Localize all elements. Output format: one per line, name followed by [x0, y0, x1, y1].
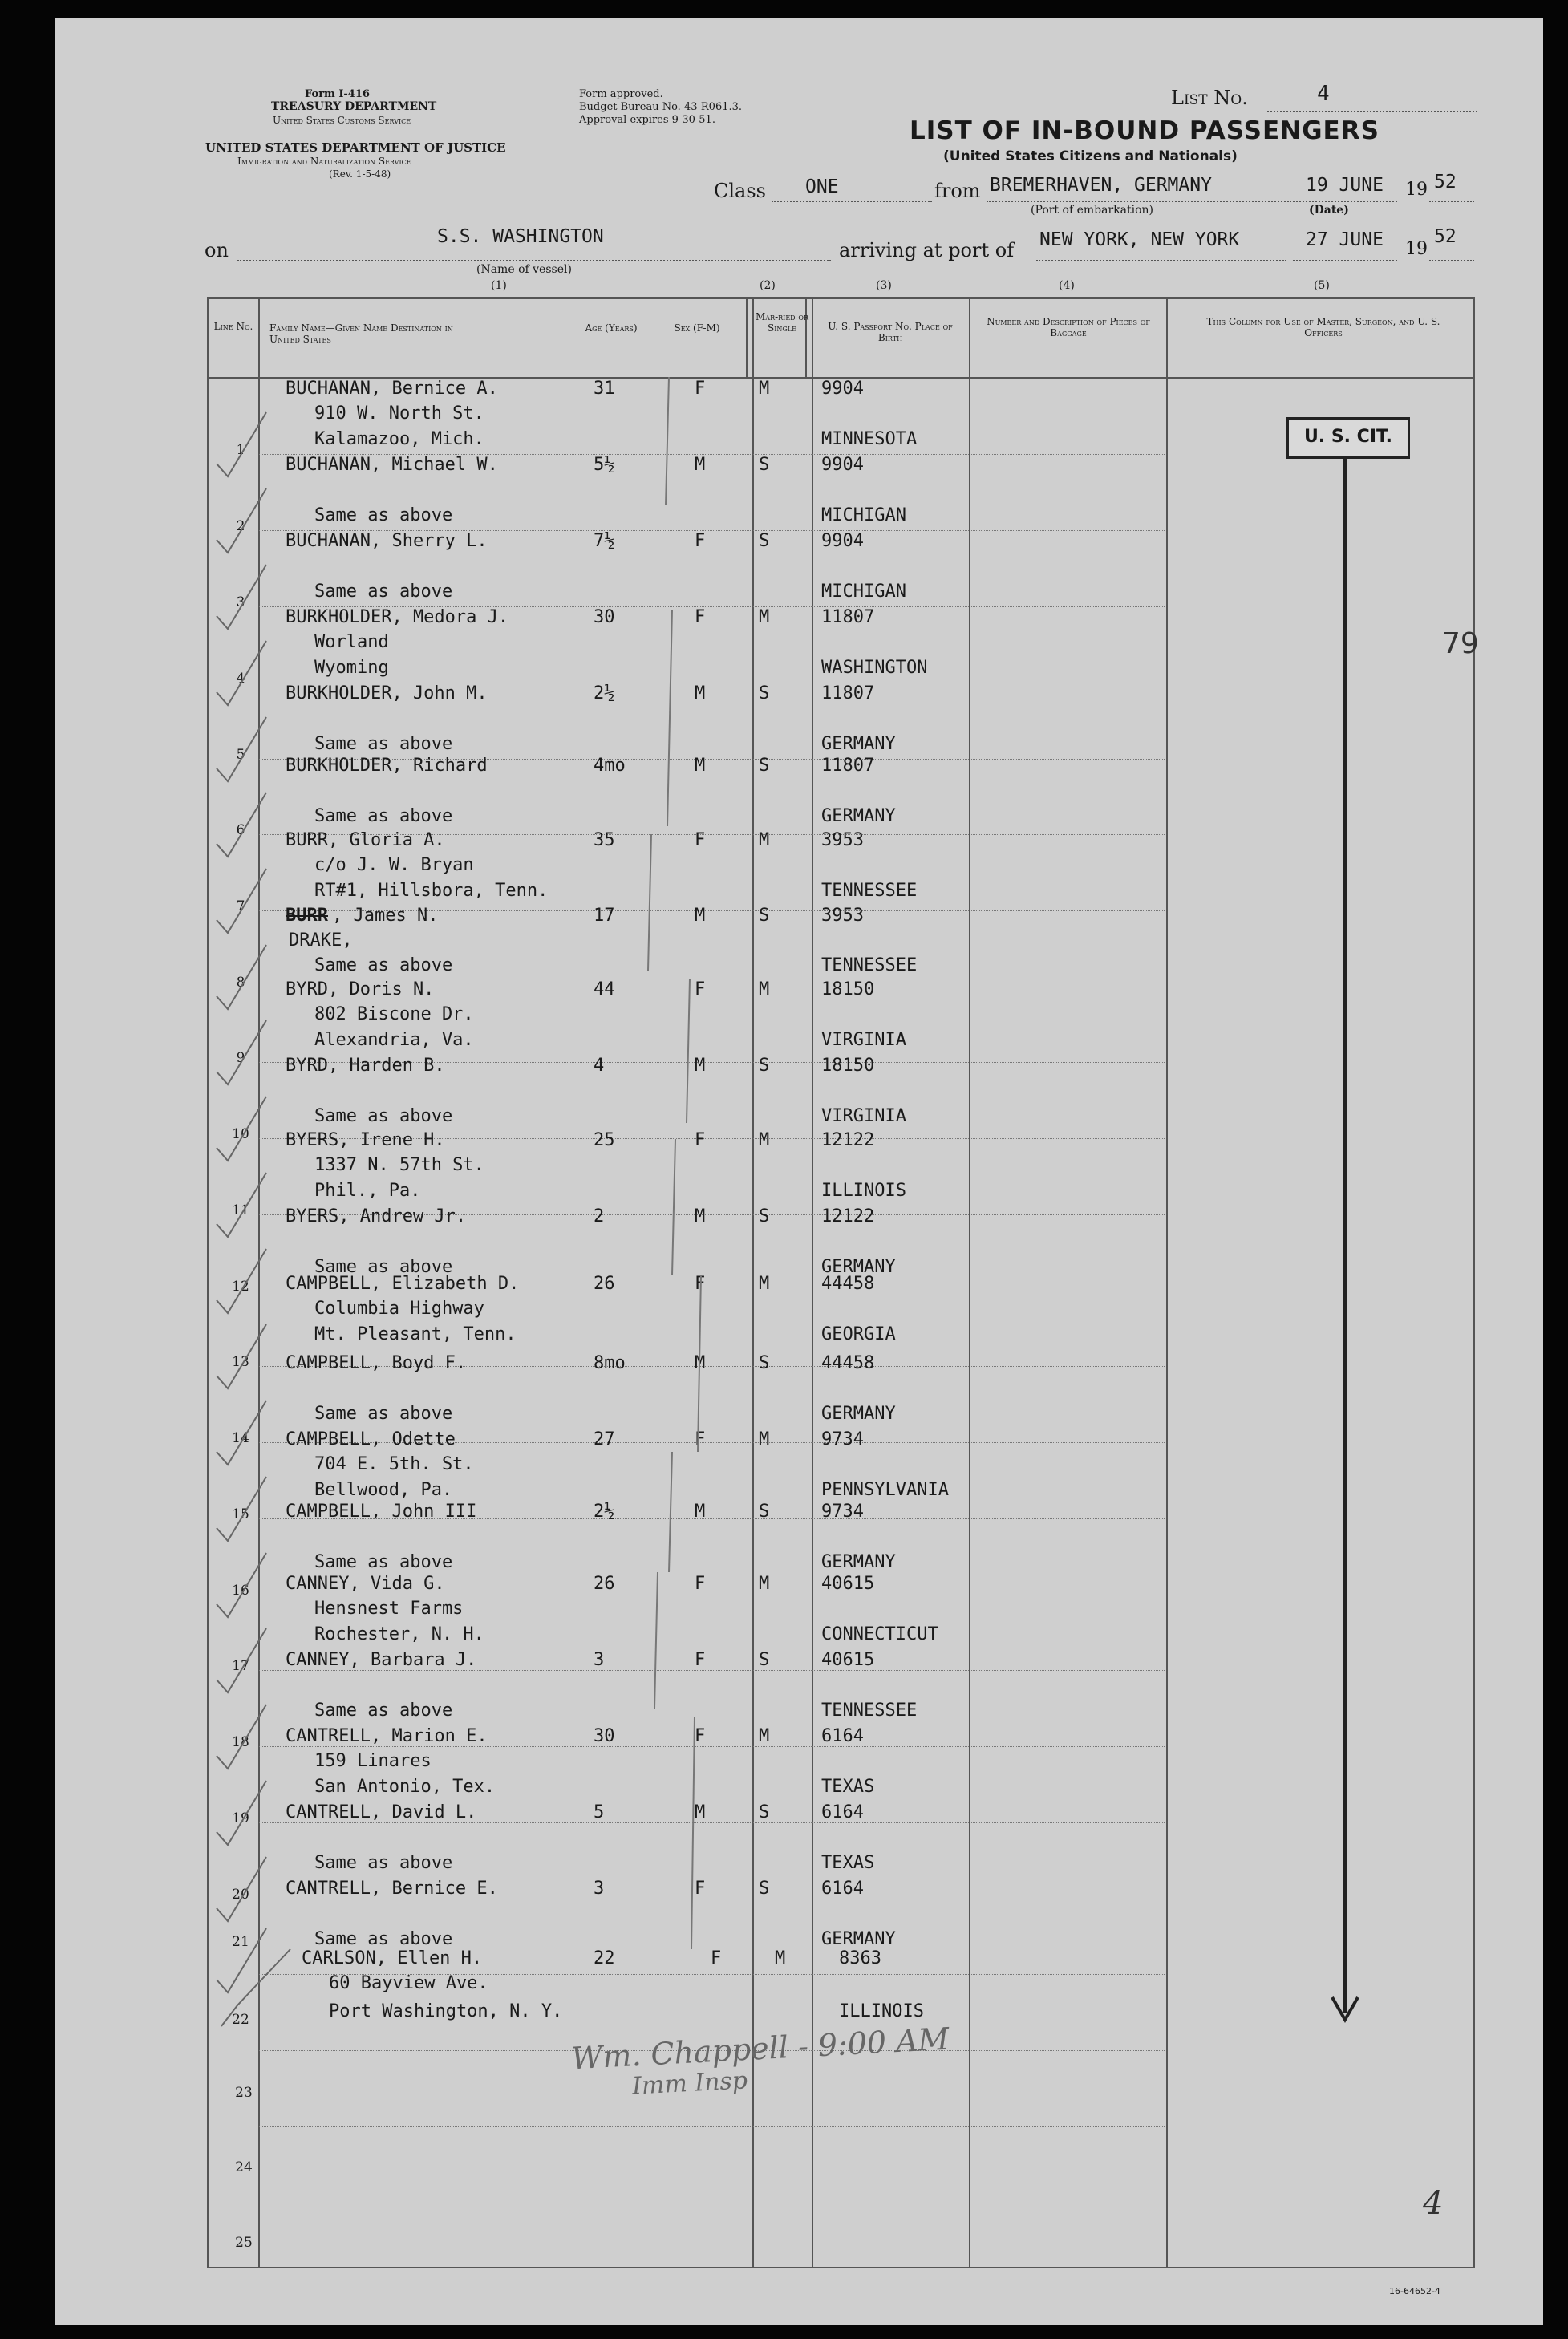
passport-number: 9734: [821, 1502, 864, 1522]
place-of-birth: TEXAS: [821, 1853, 875, 1873]
passenger-age: 7½: [594, 531, 615, 551]
passenger-age: 25: [594, 1130, 615, 1150]
line-number: 9: [236, 1050, 245, 1066]
passenger-marital: M: [759, 830, 770, 850]
line-number: 10: [232, 1126, 249, 1142]
passenger-sex: M: [695, 455, 706, 475]
agency-treasury: TREASURY DEPARTMENT: [271, 100, 437, 113]
passenger-age: 30: [594, 607, 615, 627]
passenger-age: 31: [594, 379, 615, 399]
class-value: ONE: [805, 176, 839, 197]
passenger-name: BURKHOLDER, Richard: [286, 756, 488, 776]
passenger-age: 30: [594, 1726, 615, 1746]
passport-number: 9734: [821, 1429, 864, 1449]
passenger-sex: F: [695, 1274, 706, 1294]
passenger-address: Alexandria, Va.: [314, 1030, 474, 1050]
passenger-address: Port Washington, N. Y.: [329, 2001, 563, 2021]
col-header-line: Line No.: [213, 321, 253, 332]
passport-number: 6164: [821, 1726, 864, 1746]
passenger-marital: S: [759, 1650, 770, 1670]
passenger-name: CANTRELL, Marion E.: [286, 1726, 488, 1746]
passport-number: 18150: [821, 1056, 875, 1076]
place-of-birth: MICHIGAN: [821, 505, 906, 525]
passenger-address: Same as above: [314, 955, 453, 975]
passenger-address: Same as above: [314, 1701, 453, 1721]
passenger-address: Phil., Pa.: [314, 1181, 421, 1201]
passenger-age: 22: [594, 1948, 615, 1968]
passenger-name: BURKHOLDER, Medora J.: [286, 607, 509, 627]
passenger-address: Hensnest Farms: [314, 1599, 464, 1619]
place-of-birth: ILLINOIS: [821, 1181, 906, 1201]
place-of-birth: GERMANY: [821, 734, 896, 754]
column-number: (2): [760, 279, 776, 292]
passenger-marital: S: [759, 531, 770, 551]
handwritten-note: Wm. Chappell - 9:00 AM: [570, 2021, 950, 2077]
passenger-marital: M: [775, 1948, 786, 1968]
passport-number: 6164: [821, 1802, 864, 1822]
passenger-age: 27: [594, 1429, 615, 1449]
line-number: 23: [235, 2085, 253, 2101]
line-number: 14: [232, 1430, 249, 1446]
passenger-address: Kalamazoo, Mich.: [314, 429, 484, 449]
form-number: Form I-416: [305, 88, 370, 100]
passenger-name: BUCHANAN, Bernice A.: [286, 379, 498, 399]
passenger-address: c/o J. W. Bryan: [314, 855, 474, 875]
col-header-passport: U. S. Passport No. Place of Birth: [828, 321, 953, 343]
passport-number: 6164: [821, 1879, 864, 1899]
on-label: on: [205, 239, 229, 261]
passenger-address: Worland: [314, 632, 389, 652]
passenger-marital: S: [759, 683, 770, 703]
passenger-marital: M: [759, 1274, 770, 1294]
approval-line: Approval expires 9-30-51.: [579, 114, 715, 126]
passenger-address: Same as above: [314, 1404, 453, 1424]
col-header-officers: This Column for Use of Master, Surgeon, and U. S. Officers: [1206, 316, 1440, 338]
passport-number: 9904: [821, 455, 864, 475]
place-of-birth: GERMANY: [821, 1552, 896, 1572]
citizenship-stamp: U. S. CIT.: [1286, 417, 1410, 459]
passenger-sex: F: [695, 830, 706, 850]
agency-justice: UNITED STATES DEPARTMENT OF JUSTICE: [205, 140, 506, 155]
passenger-name: BURR, Gloria A.: [286, 830, 445, 850]
passenger-address: 159 Linares: [314, 1751, 432, 1771]
agency-immigration: Immigration and Naturalization Service: [237, 156, 411, 167]
column-number: (1): [491, 279, 507, 292]
passenger-age: 2½: [594, 1502, 615, 1522]
place-of-birth: TENNESSEE: [821, 881, 918, 901]
passenger-age: 4mo: [594, 756, 626, 776]
column-number: (5): [1314, 279, 1330, 292]
passenger-age: 17: [594, 906, 615, 926]
passport-number: 8363: [839, 1948, 881, 1968]
from-date: 19 JUNE: [1306, 175, 1384, 196]
col-header-baggage: Number and Description of Pieces of Baggage: [987, 316, 1150, 338]
passenger-address: 704 E. 5th. St.: [314, 1454, 474, 1474]
passenger-name: CANNEY, Barbara J.: [286, 1650, 477, 1670]
line-number: 25: [235, 2235, 253, 2251]
passenger-sex: F: [695, 1574, 706, 1594]
line-number: 15: [232, 1506, 249, 1522]
line-number: 19: [232, 1810, 249, 1826]
passenger-age: 3: [594, 1879, 605, 1899]
corner-mark: 4: [1423, 2185, 1444, 2222]
passenger-address: 1337 N. 57th St.: [314, 1155, 484, 1175]
check-marks: [210, 377, 306, 2037]
passenger-name: CAMPBELL, Elizabeth D.: [286, 1274, 520, 1294]
line-number: 16: [232, 1583, 249, 1599]
year-prefix: 19: [1405, 180, 1428, 200]
passenger-address: Same as above: [314, 1853, 453, 1873]
line-number: 18: [232, 1734, 249, 1750]
passenger-address: 910 W. North St.: [314, 403, 484, 424]
stamp-arrow-line: [1343, 456, 1347, 2013]
passenger-sex: M: [695, 1502, 706, 1522]
line-number: 20: [232, 1887, 249, 1903]
passenger-address: Mt. Pleasant, Tenn.: [314, 1324, 517, 1344]
passenger-marital: M: [759, 1726, 770, 1746]
passenger-marital: M: [759, 1429, 770, 1449]
approval-line: Budget Bureau No. 43-R061.3.: [579, 101, 743, 113]
passenger-sex: F: [711, 1948, 722, 1968]
line-number: 17: [232, 1658, 249, 1674]
passenger-address: Rochester, N. H.: [314, 1624, 484, 1644]
passenger-sex: M: [695, 1353, 706, 1373]
passenger-name: , James N.: [332, 906, 439, 926]
passport-number: 11807: [821, 683, 875, 703]
passenger-sex: M: [695, 683, 706, 703]
place-of-birth: TENNESSEE: [821, 955, 918, 975]
passenger-address: Columbia Highway: [314, 1299, 484, 1319]
passenger-marital: M: [759, 979, 770, 999]
year-prefix: 19: [1405, 239, 1428, 259]
vessel-caption: (Name of vessel): [476, 263, 572, 276]
passenger-age: 5: [594, 1802, 605, 1822]
line-number: 21: [232, 1934, 249, 1950]
list-no-value: 4: [1317, 82, 1330, 106]
line-number: 22: [232, 2012, 249, 2028]
agency-customs: United States Customs Service: [273, 115, 411, 126]
passport-number: 18150: [821, 979, 875, 999]
passenger-address: Same as above: [314, 1106, 453, 1126]
passenger-address: 802 Biscone Dr.: [314, 1004, 474, 1024]
line-number: 2: [236, 518, 245, 534]
passenger-name: CANTRELL, David L.: [286, 1802, 477, 1822]
line-number: 11: [232, 1202, 249, 1218]
passenger-name: BYERS, Irene H.: [286, 1130, 445, 1150]
line-number: 6: [236, 822, 245, 838]
passenger-marital: M: [759, 379, 770, 399]
arrow-head-icon: [1329, 1992, 1361, 2025]
approval-line: Form approved.: [579, 88, 663, 100]
line-number: 7: [236, 898, 245, 914]
passenger-marital: S: [759, 1802, 770, 1822]
passenger-age: 44: [594, 979, 615, 999]
passenger-sex: M: [695, 1056, 706, 1076]
passport-number: 44458: [821, 1274, 875, 1294]
passenger-sex: M: [695, 906, 706, 926]
passenger-sex: F: [695, 1130, 706, 1150]
passenger-sex: F: [695, 979, 706, 999]
line-number: 8: [236, 975, 245, 991]
date-caption: (Date): [1309, 204, 1349, 217]
passenger-address: Same as above: [314, 806, 453, 826]
place-of-birth: TEXAS: [821, 1777, 875, 1797]
passenger-name: CAMPBELL, Odette: [286, 1429, 456, 1449]
passenger-sex: F: [695, 531, 706, 551]
passenger-marital: S: [759, 1056, 770, 1076]
passenger-name: BUCHANAN, Sherry L.: [286, 531, 488, 551]
arriving-label: arriving at port of: [839, 239, 1015, 261]
passenger-address: Same as above: [314, 582, 453, 602]
passport-number: 12122: [821, 1130, 875, 1150]
passenger-sex: F: [695, 1650, 706, 1670]
passenger-sex: M: [695, 756, 706, 776]
passport-number: 44458: [821, 1353, 875, 1373]
col-header-age: Age (Years): [585, 322, 638, 334]
passport-number: 12122: [821, 1206, 875, 1226]
line-number: 5: [236, 747, 245, 763]
passenger-name: BYRD, Harden B.: [286, 1056, 445, 1076]
place-of-birth: VIRGINIA: [821, 1030, 906, 1050]
passenger-address: San Antonio, Tex.: [314, 1777, 496, 1797]
passport-number: 40615: [821, 1650, 875, 1670]
surname-correction: DRAKE,: [289, 930, 353, 951]
arrival-port: NEW YORK, NEW YORK: [1039, 229, 1240, 250]
passenger-age: 26: [594, 1574, 615, 1594]
passenger-name: BUCHANAN, Michael W.: [286, 455, 498, 475]
passenger-name: CARLSON, Ellen H.: [302, 1948, 483, 1968]
passenger-sex: F: [695, 1429, 706, 1449]
passenger-sex: F: [695, 607, 706, 627]
passenger-address: Same as above: [314, 505, 453, 525]
passenger-name: CAMPBELL, John III: [286, 1502, 477, 1522]
passenger-age: 3: [594, 1650, 605, 1670]
passenger-age: 5½: [594, 455, 615, 475]
passenger-name: BYRD, Doris N.: [286, 979, 435, 999]
passport-number: 9904: [821, 531, 864, 551]
place-of-birth: CONNECTICUT: [821, 1624, 938, 1644]
passenger-age: 2½: [594, 683, 615, 703]
class-label: Class: [714, 180, 766, 202]
form-revision: (Rev. 1-5-48): [329, 168, 391, 180]
place-of-birth: GERMANY: [821, 1929, 896, 1949]
line-number: 13: [232, 1354, 249, 1370]
passenger-marital: S: [759, 1502, 770, 1522]
place-of-birth: TENNESSEE: [821, 1701, 918, 1721]
line-number: 3: [236, 594, 245, 610]
footer-code: 16-64652-4: [1389, 2286, 1440, 2296]
place-of-birth: PENNSYLVANIA: [821, 1480, 949, 1500]
passenger-address: Wyoming: [314, 658, 389, 678]
passenger-name: CAMPBELL, Boyd F.: [286, 1353, 467, 1373]
passenger-age: 35: [594, 830, 615, 850]
place-of-birth: MICHIGAN: [821, 582, 906, 602]
page-title: LIST OF IN-BOUND PASSENGERS: [910, 116, 1380, 145]
passenger-name: BURKHOLDER, John M.: [286, 683, 488, 703]
passenger-address: 60 Bayview Ave.: [329, 1973, 488, 1993]
passenger-marital: S: [759, 756, 770, 776]
col-header-name: Family Name—Given Name Destination in United States: [269, 322, 453, 345]
line-number: 12: [232, 1279, 249, 1295]
line-number: 24: [235, 2159, 253, 2175]
from-label: from: [934, 180, 981, 202]
passenger-sex: M: [695, 1206, 706, 1226]
column-number: (3): [876, 279, 892, 292]
place-of-birth: ILLINOIS: [839, 2001, 924, 2021]
line-number: 4: [236, 671, 245, 687]
passenger-marital: S: [759, 906, 770, 926]
passenger-address: Same as above: [314, 1552, 453, 1572]
from-value: BREMERHAVEN, GERMANY: [990, 175, 1212, 196]
embark-caption: (Port of embarkation): [1031, 204, 1153, 217]
passenger-address: Same as above: [314, 734, 453, 754]
passenger-sex: F: [695, 1879, 706, 1899]
passenger-age: 2: [594, 1206, 605, 1226]
passenger-name: CANTRELL, Bernice E.: [286, 1879, 498, 1899]
place-of-birth: WASHINGTON: [821, 658, 928, 678]
from-year: 52: [1434, 172, 1457, 193]
passport-number: 40615: [821, 1574, 875, 1594]
passenger-marital: S: [759, 1879, 770, 1899]
place-of-birth: VIRGINIA: [821, 1106, 906, 1126]
passenger-marital: S: [759, 1206, 770, 1226]
passport-number: 9904: [821, 379, 864, 399]
col-header-married: Mar-ried or Single: [756, 311, 808, 334]
passenger-age: 4: [594, 1056, 605, 1076]
margin-number: 79: [1442, 627, 1479, 660]
passenger-marital: M: [759, 607, 770, 627]
struck-surname: BURR: [286, 906, 328, 926]
column-number: (4): [1059, 279, 1075, 292]
passenger-sex: M: [695, 1802, 706, 1822]
passport-number: 3953: [821, 906, 864, 926]
handwritten-note: Imm Insp: [631, 2066, 748, 2101]
passport-number: 11807: [821, 756, 875, 776]
passport-number: 3953: [821, 830, 864, 850]
place-of-birth: GEORGIA: [821, 1324, 896, 1344]
passenger-address: RT#1, Hillsbora, Tenn.: [314, 881, 549, 901]
vessel-name: S.S. WASHINGTON: [437, 226, 604, 247]
passenger-address: Same as above: [314, 1257, 453, 1277]
place-of-birth: MINNESOTA: [821, 429, 918, 449]
passenger-name: BYERS, Andrew Jr.: [286, 1206, 467, 1226]
col-header-sex: Sex (F-M): [674, 322, 720, 334]
place-of-birth: GERMANY: [821, 806, 896, 826]
passenger-address: Bellwood, Pa.: [314, 1480, 453, 1500]
grouping-lines: [634, 377, 722, 1997]
page-subtitle: (United States Citizens and Nationals): [943, 148, 1238, 164]
passenger-marital: S: [759, 455, 770, 475]
passenger-age: 8mo: [594, 1353, 626, 1373]
passenger-sex: F: [695, 1726, 706, 1746]
passenger-address: Same as above: [314, 1929, 453, 1949]
passenger-name: CANNEY, Vida G.: [286, 1574, 445, 1594]
passenger-marital: S: [759, 1353, 770, 1373]
passenger-sex: F: [695, 379, 706, 399]
arrival-date: 27 JUNE: [1306, 229, 1384, 250]
passenger-marital: M: [759, 1130, 770, 1150]
line-number: 1: [236, 442, 245, 458]
passenger-age: 26: [594, 1274, 615, 1294]
place-of-birth: GERMANY: [821, 1257, 896, 1277]
arrival-year: 52: [1434, 226, 1457, 247]
place-of-birth: GERMANY: [821, 1404, 896, 1424]
passport-number: 11807: [821, 607, 875, 627]
passenger-marital: M: [759, 1574, 770, 1594]
list-no-label: List No.: [1171, 87, 1248, 109]
